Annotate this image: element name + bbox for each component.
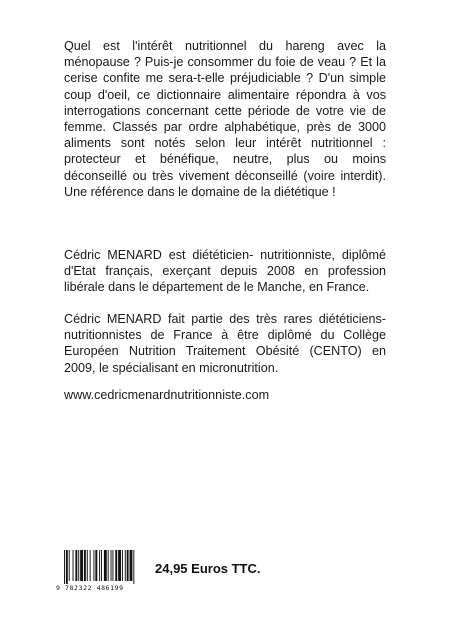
author-website: www.cedricmenardnutritionniste.com xyxy=(64,388,270,402)
isbn-barcode xyxy=(56,550,148,594)
barcode-bars-icon xyxy=(56,550,148,584)
author-bio-paragraph-1: Cédric MENARD est diététicien- nutritionniste, diplômé d'Etat français, exerçant depuis 2008 en profession libérale dans le département de le Manche, en France. xyxy=(64,248,386,295)
author-bio-paragraph-2: Cédric MENARD fait partie des très rares diététiciens-nutritionnistes de France à être diplômé du Collège Européen Nutrition Traitement Obésité (CENTO) en 2009, le spécialisant en micronutrition. xyxy=(64,312,386,375)
barcode-digits: 9 782322 486199 xyxy=(56,584,124,592)
price-label: 24,95 Euros TTC. xyxy=(155,561,261,576)
book-blurb: Quel est l'intérêt nutritionnel du hareng avec la ménopause ? Puis-je consommer du foie de veau ? Et la cerise confite me sera-t-elle préjudiciable ? D'un simple coup d'oeil, ce dictionnaire alimentaire répondra à vos interrogations concernant cette période de votre vie de femme. Classés par ordre alphabétique, près de 3000 aliments sont notés selon leur intérêt nutritionnel : protecteur et bénéfique, neutre, plus ou moins déconseillé ou très vivement déconseillé (voire interdit). Une référence dans le domaine de la diététique ! xyxy=(64,39,386,199)
